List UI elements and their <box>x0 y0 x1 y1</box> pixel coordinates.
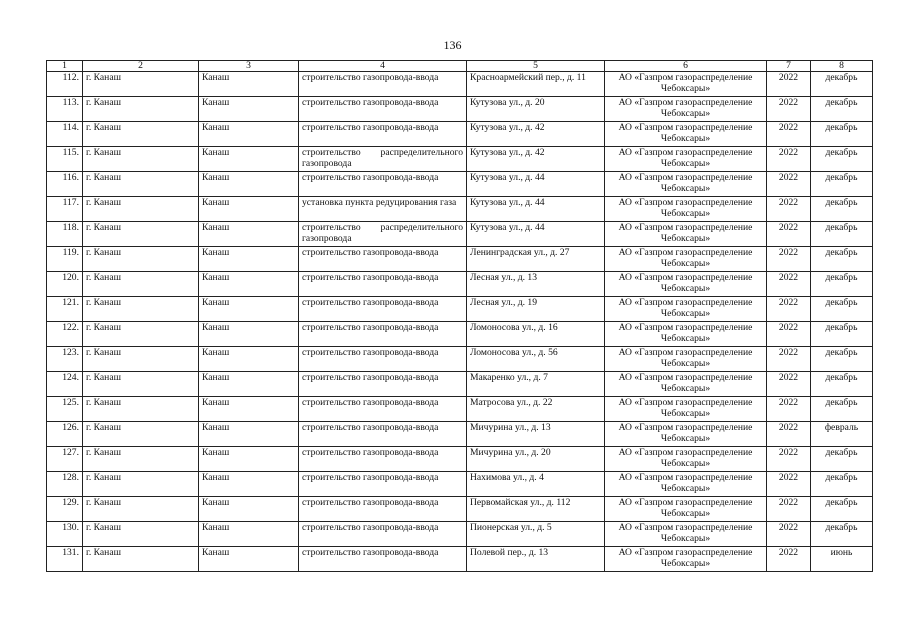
row-number: 126. <box>47 422 83 447</box>
table-row <box>47 222 873 247</box>
month-cell: декабрь <box>811 497 873 522</box>
table-row <box>47 172 873 197</box>
settlement-cell: г. Канаш <box>83 497 199 522</box>
page-number: 136 <box>443 38 462 52</box>
locality-cell: Канаш <box>199 497 299 522</box>
settlement-cell: г. Канаш <box>83 347 199 372</box>
table-row <box>47 197 873 222</box>
work-description-cell: строительство газопровода-ввода <box>299 172 467 197</box>
year-cell: 2022 <box>767 272 811 297</box>
year-cell: 2022 <box>767 172 811 197</box>
locality-cell: Канаш <box>199 372 299 397</box>
year-cell: 2022 <box>767 122 811 147</box>
year-cell: 2022 <box>767 197 811 222</box>
year-cell: 2022 <box>767 472 811 497</box>
address-cell: Пионерская ул., д. 5 <box>467 522 605 547</box>
month-cell: декабрь <box>811 522 873 547</box>
table-row <box>47 447 873 472</box>
locality-cell: Канаш <box>199 122 299 147</box>
settlement-cell: г. Канаш <box>83 522 199 547</box>
organization-cell: АО «Газпром газораспределение Чебоксары» <box>605 147 767 172</box>
row-number: 118. <box>47 222 83 247</box>
settlement-cell: г. Канаш <box>83 97 199 122</box>
organization-cell: АО «Газпром газораспределение Чебоксары» <box>605 272 767 297</box>
work-description-cell: строительство газопровода-ввода <box>299 472 467 497</box>
organization-cell: АО «Газпром газораспределение Чебоксары» <box>605 247 767 272</box>
address-cell: Кутузова ул., д. 42 <box>467 122 605 147</box>
work-description-cell: строительство газопровода-ввода <box>299 247 467 272</box>
table-row <box>47 422 873 447</box>
table-row <box>47 297 873 322</box>
locality-cell: Канаш <box>199 172 299 197</box>
month-cell: декабрь <box>811 397 873 422</box>
table-row <box>47 497 873 522</box>
settlement-cell: г. Канаш <box>83 297 199 322</box>
year-cell: 2022 <box>767 497 811 522</box>
table-row <box>47 372 873 397</box>
column-header: 2 <box>83 61 199 72</box>
address-cell: Мичурина ул., д. 20 <box>467 447 605 472</box>
address-cell: Ломоносова ул., д. 16 <box>467 322 605 347</box>
address-cell: Матросова ул., д. 22 <box>467 397 605 422</box>
row-number: 113. <box>47 97 83 122</box>
work-description-cell: строительство газопровода-ввода <box>299 97 467 122</box>
year-cell: 2022 <box>767 72 811 97</box>
locality-cell: Канаш <box>199 247 299 272</box>
address-cell: Первомайская ул., д. 112 <box>467 497 605 522</box>
month-cell: июнь <box>811 547 873 572</box>
organization-cell: АО «Газпром газораспределение Чебоксары» <box>605 122 767 147</box>
row-number: 116. <box>47 172 83 197</box>
work-description-cell: установка пункта редуцирования газа <box>299 197 467 222</box>
work-description-cell: строительство распределительного газопровода <box>299 147 467 172</box>
settlement-cell: г. Канаш <box>83 122 199 147</box>
address-cell: Ломоносова ул., д. 56 <box>467 347 605 372</box>
address-cell: Кутузова ул., д. 42 <box>467 147 605 172</box>
row-number: 130. <box>47 522 83 547</box>
month-cell: декабрь <box>811 347 873 372</box>
year-cell: 2022 <box>767 297 811 322</box>
month-cell: декабрь <box>811 447 873 472</box>
settlement-cell: г. Канаш <box>83 422 199 447</box>
locality-cell: Канаш <box>199 447 299 472</box>
settlement-cell: г. Канаш <box>83 397 199 422</box>
table-row <box>47 397 873 422</box>
month-cell: декабрь <box>811 97 873 122</box>
organization-cell: АО «Газпром газораспределение Чебоксары» <box>605 222 767 247</box>
work-description-cell: строительство газопровода-ввода <box>299 397 467 422</box>
table-row <box>47 97 873 122</box>
year-cell: 2022 <box>767 322 811 347</box>
year-cell: 2022 <box>767 222 811 247</box>
column-header: 4 <box>299 61 467 72</box>
row-number: 129. <box>47 497 83 522</box>
address-cell: Полевой пер., д. 13 <box>467 547 605 572</box>
locality-cell: Канаш <box>199 522 299 547</box>
settlement-cell: г. Канаш <box>83 72 199 97</box>
table-row <box>47 347 873 372</box>
settlement-cell: г. Канаш <box>83 247 199 272</box>
table-row <box>47 272 873 297</box>
locality-cell: Канаш <box>199 547 299 572</box>
table-body <box>47 72 873 572</box>
organization-cell: АО «Газпром газораспределение Чебоксары» <box>605 522 767 547</box>
work-description-cell: строительство газопровода-ввода <box>299 522 467 547</box>
row-number: 131. <box>47 547 83 572</box>
organization-cell: АО «Газпром газораспределение Чебоксары» <box>605 472 767 497</box>
address-cell: Нахимова ул., д. 4 <box>467 472 605 497</box>
organization-cell: АО «Газпром газораспределение Чебоксары» <box>605 97 767 122</box>
table-row <box>47 547 873 572</box>
address-cell: Кутузова ул., д. 44 <box>467 222 605 247</box>
month-cell: декабрь <box>811 322 873 347</box>
locality-cell: Канаш <box>199 422 299 447</box>
address-cell: Мичурина ул., д. 13 <box>467 422 605 447</box>
table-row <box>47 522 873 547</box>
work-description-cell: строительство газопровода-ввода <box>299 272 467 297</box>
work-description-cell: строительство газопровода-ввода <box>299 122 467 147</box>
locality-cell: Канаш <box>199 472 299 497</box>
organization-cell: АО «Газпром газораспределение Чебоксары» <box>605 497 767 522</box>
month-cell: декабрь <box>811 272 873 297</box>
table-row <box>47 147 873 172</box>
column-header: 6 <box>605 61 767 72</box>
work-description-cell: строительство газопровода-ввода <box>299 422 467 447</box>
settlement-cell: г. Канаш <box>83 147 199 172</box>
organization-cell: АО «Газпром газораспределение Чебоксары» <box>605 397 767 422</box>
row-number: 115. <box>47 147 83 172</box>
organization-cell: АО «Газпром газораспределение Чебоксары» <box>605 72 767 97</box>
address-cell: Красноармейский пер., д. 11 <box>467 72 605 97</box>
row-number: 122. <box>47 322 83 347</box>
column-header: 8 <box>811 61 873 72</box>
settlement-cell: г. Канаш <box>83 322 199 347</box>
month-cell: декабрь <box>811 197 873 222</box>
organization-cell: АО «Газпром газораспределение Чебоксары» <box>605 422 767 447</box>
work-description-cell: строительство газопровода-ввода <box>299 347 467 372</box>
month-cell: декабрь <box>811 472 873 497</box>
month-cell: декабрь <box>811 72 873 97</box>
work-description-cell: строительство газопровода-ввода <box>299 497 467 522</box>
organization-cell: АО «Газпром газораспределение Чебоксары» <box>605 347 767 372</box>
settlement-cell: г. Канаш <box>83 197 199 222</box>
address-cell: Кутузова ул., д. 44 <box>467 197 605 222</box>
locality-cell: Канаш <box>199 147 299 172</box>
locality-cell: Канаш <box>199 197 299 222</box>
settlement-cell: г. Канаш <box>83 222 199 247</box>
address-cell: Лесная ул., д. 13 <box>467 272 605 297</box>
table-row <box>47 322 873 347</box>
month-cell: декабрь <box>811 222 873 247</box>
organization-cell: АО «Газпром газораспределение Чебоксары» <box>605 172 767 197</box>
settlement-cell: г. Канаш <box>83 272 199 297</box>
work-description-cell: строительство газопровода-ввода <box>299 297 467 322</box>
locality-cell: Канаш <box>199 97 299 122</box>
address-cell: Кутузова ул., д. 20 <box>467 97 605 122</box>
column-header: 1 <box>47 61 83 72</box>
work-description-cell: строительство газопровода-ввода <box>299 547 467 572</box>
work-description-cell: строительство газопровода-ввода <box>299 322 467 347</box>
locality-cell: Канаш <box>199 72 299 97</box>
settlement-cell: г. Канаш <box>83 172 199 197</box>
locality-cell: Канаш <box>199 222 299 247</box>
column-header: 7 <box>767 61 811 72</box>
row-number: 125. <box>47 397 83 422</box>
month-cell: декабрь <box>811 247 873 272</box>
settlement-cell: г. Канаш <box>83 547 199 572</box>
row-number: 114. <box>47 122 83 147</box>
month-cell: декабрь <box>811 122 873 147</box>
address-cell: Ленинградская ул., д. 27 <box>467 247 605 272</box>
row-number: 120. <box>47 272 83 297</box>
settlement-cell: г. Канаш <box>83 447 199 472</box>
address-cell: Макаренко ул., д. 7 <box>467 372 605 397</box>
organization-cell: АО «Газпром газораспределение Чебоксары» <box>605 322 767 347</box>
work-description-cell: строительство газопровода-ввода <box>299 72 467 97</box>
settlement-cell: г. Канаш <box>83 472 199 497</box>
organization-cell: АО «Газпром газораспределение Чебоксары» <box>605 547 767 572</box>
organization-cell: АО «Газпром газораспределение Чебоксары» <box>605 297 767 322</box>
month-cell: декабрь <box>811 297 873 322</box>
year-cell: 2022 <box>767 522 811 547</box>
column-number-header <box>47 61 873 72</box>
table-row <box>47 247 873 272</box>
row-number: 112. <box>47 72 83 97</box>
locality-cell: Канаш <box>199 322 299 347</box>
month-cell: декабрь <box>811 147 873 172</box>
organization-cell: АО «Газпром газораспределение Чебоксары» <box>605 447 767 472</box>
locality-cell: Канаш <box>199 297 299 322</box>
work-description-cell: строительство газопровода-ввода <box>299 447 467 472</box>
year-cell: 2022 <box>767 397 811 422</box>
year-cell: 2022 <box>767 422 811 447</box>
year-cell: 2022 <box>767 97 811 122</box>
table-row <box>47 72 873 97</box>
header-row <box>47 61 873 72</box>
row-number: 121. <box>47 297 83 322</box>
year-cell: 2022 <box>767 372 811 397</box>
organization-cell: АО «Газпром газораспределение Чебоксары» <box>605 197 767 222</box>
year-cell: 2022 <box>767 347 811 372</box>
row-number: 123. <box>47 347 83 372</box>
address-cell: Кутузова ул., д. 44 <box>467 172 605 197</box>
register-table <box>46 60 873 572</box>
month-cell: декабрь <box>811 172 873 197</box>
row-number: 117. <box>47 197 83 222</box>
row-number: 127. <box>47 447 83 472</box>
year-cell: 2022 <box>767 247 811 272</box>
work-description-cell: строительство газопровода-ввода <box>299 372 467 397</box>
work-description-cell: строительство распределительного газопровода <box>299 222 467 247</box>
table-row <box>47 122 873 147</box>
month-cell: февраль <box>811 422 873 447</box>
locality-cell: Канаш <box>199 272 299 297</box>
settlement-cell: г. Канаш <box>83 372 199 397</box>
row-number: 124. <box>47 372 83 397</box>
row-number: 128. <box>47 472 83 497</box>
year-cell: 2022 <box>767 447 811 472</box>
column-header: 3 <box>199 61 299 72</box>
table-row <box>47 472 873 497</box>
column-header: 5 <box>467 61 605 72</box>
locality-cell: Канаш <box>199 347 299 372</box>
year-cell: 2022 <box>767 147 811 172</box>
locality-cell: Канаш <box>199 397 299 422</box>
year-cell: 2022 <box>767 547 811 572</box>
organization-cell: АО «Газпром газораспределение Чебоксары» <box>605 372 767 397</box>
month-cell: декабрь <box>811 372 873 397</box>
row-number: 119. <box>47 247 83 272</box>
address-cell: Лесная ул., д. 19 <box>467 297 605 322</box>
